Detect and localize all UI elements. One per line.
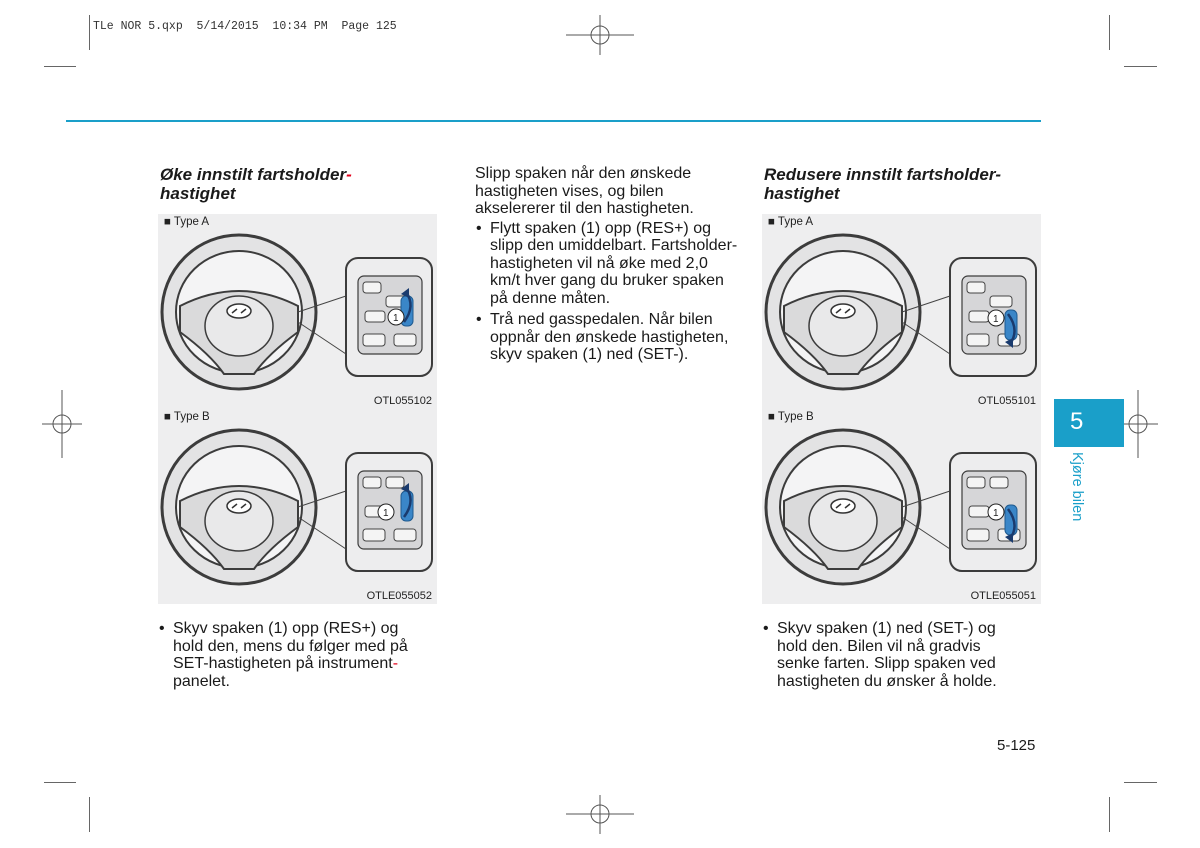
text-line [173, 655, 437, 673]
text-line: hold den. Bilen vil nå gradvis [777, 637, 981, 655]
hyphen: - [392, 655, 399, 672]
chapter-tab [1054, 399, 1124, 447]
right-bullet [762, 620, 1041, 690]
heading-hyphen: - [346, 165, 352, 184]
steering-wheel-illustration [762, 409, 1041, 604]
text-line: hastigheten du ønsker å holde. [777, 672, 997, 690]
heading-text: hastighet [160, 184, 236, 203]
text-line: slipp den umiddelbart. Fartsholder- [490, 237, 738, 254]
bullet-item [475, 311, 739, 364]
middle-column-text [475, 165, 739, 364]
text-line: km/t hver gang du bruker spaken [490, 272, 724, 289]
figure-type-label: ■ Type A [768, 216, 814, 228]
print-slug: TLe NOR 5.qxp 5/14/2015 10:34 PM Page 125 [93, 20, 397, 33]
steering-wheel-illustration [762, 214, 1041, 409]
chapter-number: 5 [1070, 408, 1084, 435]
bullet-list [762, 620, 1041, 690]
steering-wheel-illustration [158, 214, 437, 409]
steering-wheel-figure [762, 409, 1041, 604]
steering-wheel-illustration [158, 409, 437, 604]
bullet-list [158, 620, 437, 690]
steering-wheel-figure [762, 214, 1041, 409]
left-section-heading [160, 165, 440, 203]
chapter-label [1063, 452, 1093, 536]
figure-type-label: ■ Type A [164, 216, 210, 228]
callout-number: 1 [993, 314, 999, 325]
figure-code: OTLE055052 [366, 590, 432, 602]
text-line: Slipp spaken når den ønskede [475, 165, 692, 182]
callout-number: 1 [393, 313, 399, 324]
text-line: • Trå ned gasspedalen. Når bilen [490, 311, 713, 328]
heading-text: Øke innstilt fartsholder [160, 165, 347, 184]
text-line: • Skyv spaken (1) opp (RES+) og [173, 620, 399, 637]
text-line: akselererer til den hastigheten. [475, 200, 694, 217]
header-rule [66, 120, 1041, 122]
text-segment: SET-hastigheten på instrument [173, 655, 393, 672]
bullet-item [475, 220, 739, 308]
figure-code: OTL055101 [977, 395, 1036, 407]
steering-wheel-figure [158, 409, 437, 604]
page-number: 5-125 [997, 737, 1036, 754]
text-line: hold den, mens du følger med på [173, 637, 408, 655]
text-line: hastigheten vises, og bilen [475, 182, 664, 200]
figure-code: OTLE055051 [970, 590, 1036, 602]
text-line: skyv spaken (1) ned (SET-). [490, 346, 689, 363]
text-line: • Skyv spaken (1) ned (SET-) og [777, 620, 996, 637]
intro-paragraph [475, 165, 739, 218]
figure-type-label: ■ Type B [164, 411, 210, 423]
figure-code: OTL055102 [373, 395, 432, 407]
text-line: • Flytt spaken (1) opp (RES+) og [490, 219, 711, 237]
figure-type-label: ■ Type B [768, 411, 814, 423]
heading-text: hastighet [764, 184, 840, 203]
right-section-heading [764, 165, 1044, 203]
left-bullet [158, 620, 437, 690]
chapter-label-text: Kjøre bilen [1069, 452, 1085, 522]
heading-text: Redusere innstilt fartsholder- [764, 165, 1002, 184]
callout-number: 1 [993, 508, 999, 519]
text-line: på denne måten. [490, 289, 611, 307]
text-line: senke farten. Slipp spaken ved [777, 655, 996, 672]
steering-wheel-figure [158, 214, 437, 409]
text-line: hastigheten vil nå øke med 2,0 [490, 254, 708, 272]
bullet-list [475, 220, 739, 364]
bullet-item [158, 620, 437, 690]
text-line: panelet. [173, 672, 230, 690]
bullet-item [762, 620, 1041, 690]
callout-number: 1 [383, 508, 389, 519]
text-line: oppnår den ønskede hastigheten, [490, 328, 729, 346]
